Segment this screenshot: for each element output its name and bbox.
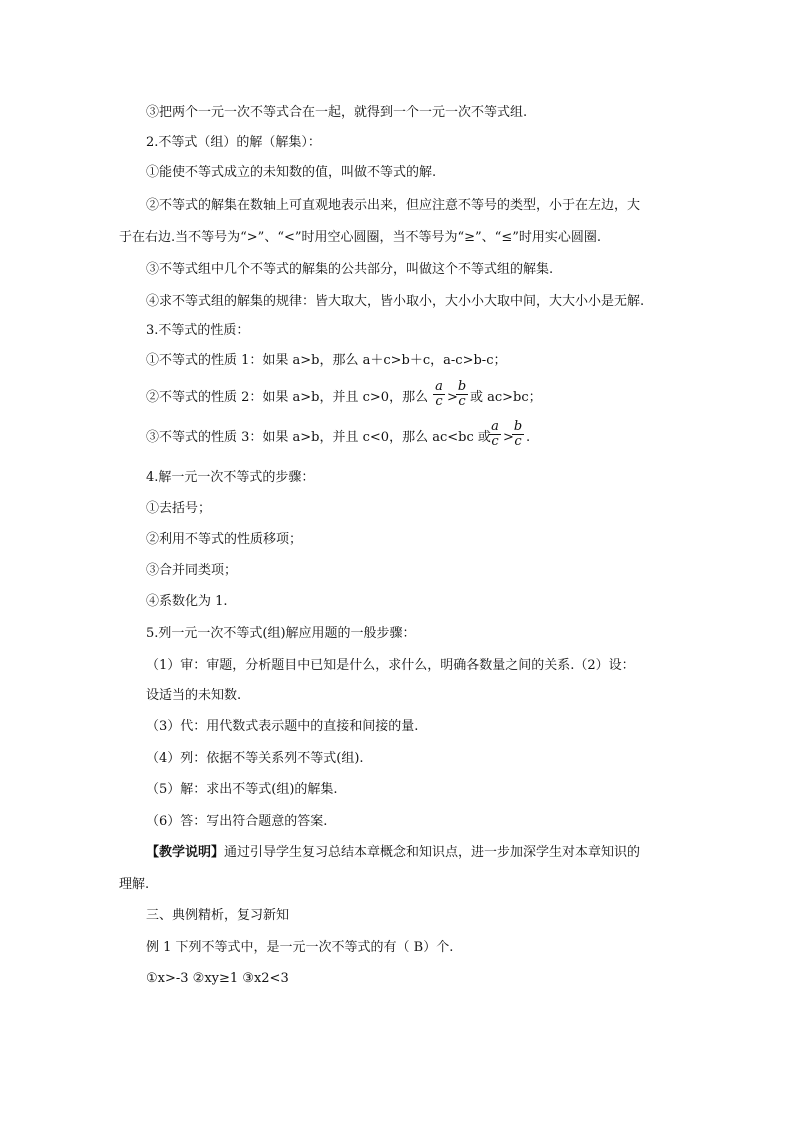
text-line: ④求不等式组的解集的规律：皆大取大，皆小取小，大小小大取中间，大大小小是无解. [146, 294, 645, 309]
fraction-numerator: b [457, 379, 467, 394]
text-line: ①不等式的性质 1：如果 a>b，那么 a＋c>b＋c，a-c>b-c； [146, 353, 507, 368]
fraction-numerator: a [433, 380, 445, 395]
greater-than-sign: > [503, 430, 514, 445]
example-question: 例 1 下列不等式中，是一元一次不等式的有（ B）个. [146, 940, 454, 955]
text-line: ②不等式的解集在数轴上可直观地表示出来，但应注意不等号的类型，小于在左边，大 [146, 198, 641, 213]
text-line: （4）列：依据不等关系列不等式(组). [146, 751, 364, 766]
fraction-denominator: c [491, 434, 499, 449]
text-line: （5）解：求出不等式(组)的解集. [146, 782, 338, 797]
fraction-numerator: b [513, 419, 523, 434]
fraction-b-over-c [456, 380, 468, 409]
section-heading: 2.不等式（组）的解（解集）： [146, 135, 321, 150]
section-heading: 三、典例精析，复习新知 [146, 908, 290, 923]
text-line: ②不等式的性质 2：如果 a>b，并且 c>0，那么 [146, 390, 429, 405]
text-line: ①去括号； [146, 501, 212, 516]
example-options: ①x>-3 ②xy≥1 ③x2<3 [146, 971, 289, 986]
section-heading: 4.解一元一次不等式的步骤： [146, 470, 315, 485]
text-line: ②利用不等式的性质移项； [146, 532, 303, 547]
section-heading: 3.不等式的性质： [146, 323, 250, 338]
text-line: ③不等式组中几个不等式的解集的公共部分，叫做这个不等式组的解集. [146, 262, 554, 277]
fraction-denominator: c [458, 394, 466, 409]
fraction-a-over-c [489, 420, 501, 449]
text-line: ④系数化为 1. [146, 594, 228, 609]
section-heading: 5.列一元一次不等式(组)解应用题的一般步骤： [146, 626, 416, 641]
teaching-note [146, 844, 640, 862]
text-line: 于在右边.当不等号为“>”、“<”时用空心圆圈，当不等号为“≥”、“≤”时用实心圆圈. [119, 230, 602, 245]
teaching-note-label: 【教学说明】 [146, 845, 225, 860]
text-line: ③不等式的性质 3：如果 a>b，并且 c<0，那么 ac<bc 或 [146, 430, 491, 445]
text-line: ③合并同类项； [146, 563, 238, 578]
text-line: . [526, 430, 531, 445]
text-line: 理解. [119, 877, 150, 892]
fraction-a-over-c [433, 380, 445, 409]
text-line: （3）代：用代数式表示题中的直接和间接的量. [146, 719, 419, 734]
text-line: 或 ac>bc； [470, 390, 542, 405]
text-line: ①能使不等式成立的未知数的值，叫做不等式的解. [146, 165, 437, 180]
text-line: ③把两个一元一次不等式合在一起，就得到一个一元一次不等式组. [146, 105, 528, 120]
fraction-numerator: a [489, 420, 501, 435]
greater-than-sign: > [447, 390, 458, 405]
fraction-b-over-c [512, 420, 524, 449]
text-line: （1）审：审题，分析题目中已知是什么，求什么，明确各数量之间的关系.（2）设： [146, 658, 635, 673]
teaching-note-text: 通过引导学生复习总结本章概念和知识点，进一步加深学生对本章知识的 [224, 845, 641, 860]
fraction-denominator: c [435, 394, 443, 409]
fraction-denominator: c [514, 434, 522, 449]
text-line: （6）答：写出符合题意的答案. [146, 814, 328, 829]
text-line: 设适当的未知数. [146, 688, 242, 703]
